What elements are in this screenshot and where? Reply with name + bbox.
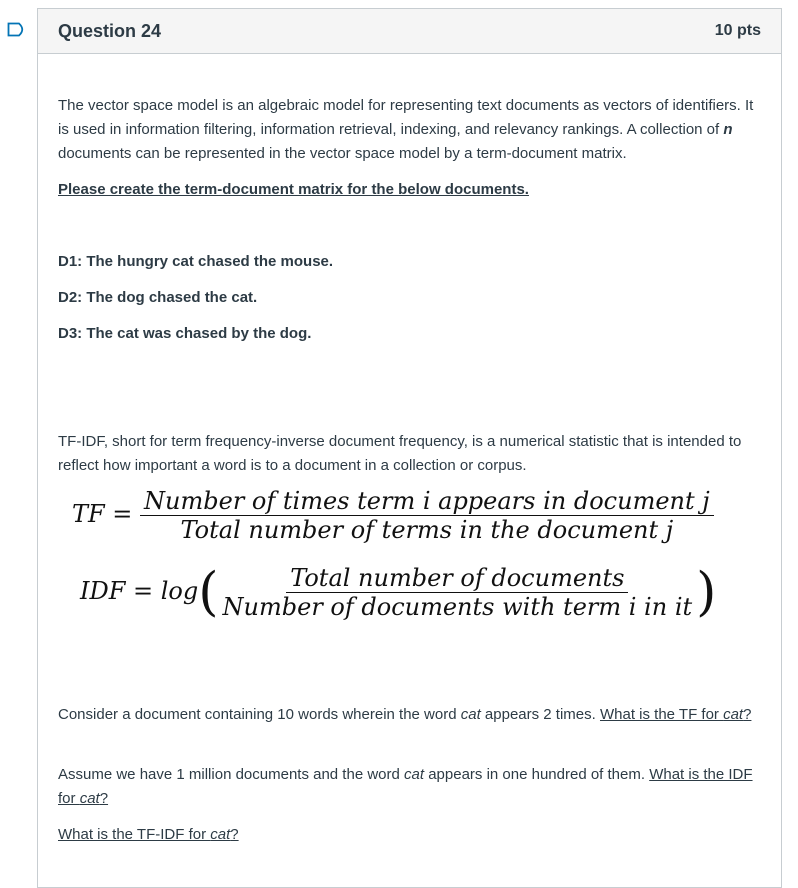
tf-question-link[interactable]: What is the TF for cat? — [599, 706, 752, 723]
document-d2: D2: The dog chased the cat. — [58, 289, 258, 306]
open-paren: ( — [198, 562, 219, 623]
idf-fraction — [219, 566, 697, 619]
question-title: Question 24 — [58, 20, 162, 41]
question-card — [37, 8, 782, 888]
tfidf-intro: TF-IDF, short for term frequency-inverse document frequency, is a numerical statistic that is intended to reflect how important a word is to a document in a collection or corpus. — [58, 433, 742, 474]
idf-denominator: Number of documents with term i in it — [222, 593, 693, 621]
idf-label: IDF = log — [80, 577, 199, 605]
document-d3: D3: The cat was chased by the dog. — [58, 325, 312, 342]
close-paren: ) — [696, 562, 717, 623]
tf-numerator: Number of times term i appears in document j — [140, 489, 714, 516]
idf-formula — [80, 562, 761, 623]
tf-fraction — [140, 489, 714, 542]
tf-denominator: Total number of terms in the document j — [180, 516, 674, 544]
tf-label: TF = — [72, 500, 133, 528]
idf-question-link[interactable]: What is the IDF for cat? — [58, 766, 753, 807]
intro-paragraph: The vector space model is an algebraic model for representing text documents as vectors of identifiers. It is used in information filtering, information retrieval, indexing, and relevancy rankings. A collection of n documents can be represented in the vector space model by a term-document matrix. — [58, 97, 754, 162]
instruction-link[interactable]: Please create the term-document matrix for the below documents. — [58, 181, 529, 198]
question-header — [38, 9, 781, 54]
idf-numerator: Total number of documents — [286, 566, 628, 593]
tf-question: Consider a document containing 10 words wherein the word cat appears 2 times. What is the TF for cat? — [58, 706, 752, 723]
tfidf-question-link[interactable]: What is the TF-IDF for cat? — [58, 826, 239, 843]
idf-question: Assume we have 1 million documents and the word cat appears in one hundred of them. What is the IDF for cat? — [58, 766, 753, 807]
tfidf-question — [58, 823, 761, 847]
document-d1: D1: The hungry cat chased the mouse. — [58, 253, 334, 270]
question-points: 10 pts — [714, 22, 761, 39]
bookmark-icon[interactable] — [7, 22, 27, 37]
tf-formula — [72, 489, 761, 542]
